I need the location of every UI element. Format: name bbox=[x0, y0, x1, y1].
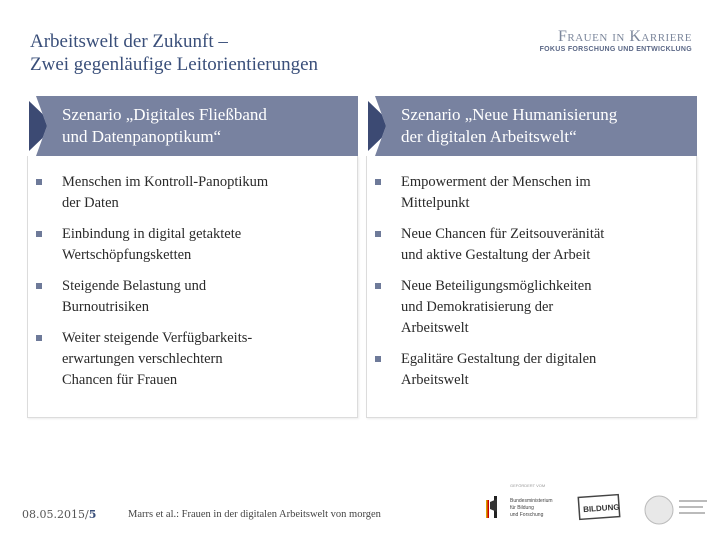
scenario-left-title-1: Szenario „Digitales Fließband bbox=[62, 105, 267, 124]
bmbf-text-1: Bundesministerium bbox=[510, 498, 553, 504]
list-item-text: Burnoutrisiken bbox=[62, 299, 149, 315]
bildung-logo bbox=[578, 495, 620, 520]
scenario-left-header bbox=[27, 96, 358, 156]
scenario-right-list bbox=[375, 172, 688, 391]
list-item-text: der Daten bbox=[62, 195, 119, 211]
logo-text-mark bbox=[679, 506, 703, 508]
scenario-right-list-box bbox=[366, 156, 697, 418]
scenario-right-header bbox=[366, 96, 697, 156]
footer-date bbox=[22, 508, 96, 521]
list-item-text: Arbeitswelt bbox=[401, 372, 469, 388]
list-item-text: und Demokratisierung der bbox=[401, 299, 554, 315]
brand-logo bbox=[540, 28, 692, 53]
bullet-icon bbox=[375, 179, 381, 185]
list-item-text: Menschen im Kontroll-Panoptikum bbox=[62, 174, 269, 190]
list-item-text: Steigende Belastung und bbox=[62, 278, 207, 294]
list-item-text: erwartungen verschlechtern bbox=[62, 351, 223, 367]
date-text: 08.05.2015/ bbox=[22, 508, 89, 521]
title-line-2: Zwei gegenläufige Leitorientierungen bbox=[30, 54, 319, 75]
bullet-icon bbox=[36, 335, 42, 341]
scenario-right-title-2: der digitalen Arbeitswelt“ bbox=[401, 127, 577, 146]
sponsor-label: GEFÖRDERT VOM bbox=[510, 483, 546, 488]
logo-text-mark bbox=[679, 512, 705, 514]
bullet-icon bbox=[375, 283, 381, 289]
list-item bbox=[36, 224, 349, 266]
list-item-text: Wertschöpfungsketten bbox=[62, 247, 192, 263]
scenario-left-list-box bbox=[27, 156, 358, 418]
eagle-icon bbox=[486, 496, 497, 518]
list-item-text: Neue Chancen für Zeitsouveränität bbox=[401, 226, 605, 242]
footer-citation: Marrs et al.: Frauen in der digitalen Arbeitswelt von morgen bbox=[128, 509, 381, 520]
brand-subtitle: FOKUS FORSCHUNG UND ENTWICKLUNG bbox=[539, 46, 692, 53]
logo-text-mark bbox=[679, 500, 707, 502]
list-item bbox=[375, 172, 688, 214]
bmbf-text-3: und Forschung bbox=[510, 512, 544, 518]
bullet-icon bbox=[36, 179, 42, 185]
list-item-text: Weiter steigende Verfügbarkeits- bbox=[62, 330, 253, 346]
list-item-text: Einbindung in digital getaktete bbox=[62, 226, 242, 242]
list-item-text: Egalitäre Gestaltung der digitalen bbox=[401, 351, 597, 367]
page-title bbox=[30, 30, 470, 76]
list-item bbox=[375, 349, 688, 391]
list-item-text: Arbeitswelt bbox=[401, 320, 469, 336]
page-number: 5 bbox=[88, 508, 97, 521]
title-line-1: Arbeitswelt der Zukunft – bbox=[30, 31, 228, 52]
list-item-text: Empowerment der Menschen im bbox=[401, 174, 591, 190]
list-item bbox=[36, 172, 349, 214]
chevron-right-icon bbox=[366, 96, 386, 156]
scenario-right bbox=[366, 96, 697, 418]
list-item bbox=[36, 328, 349, 391]
bullet-icon bbox=[375, 356, 381, 362]
scenario-left-list bbox=[36, 172, 349, 391]
list-item bbox=[375, 224, 688, 266]
sponsor-logos bbox=[484, 490, 714, 530]
brand-name: Frauen in Karriere bbox=[557, 28, 692, 45]
bildung-text: BILDUNG bbox=[582, 502, 620, 515]
bullet-icon bbox=[36, 283, 42, 289]
list-item-text: Neue Beteiligungsmöglichkeiten bbox=[401, 278, 592, 294]
list-item-text: Mittelpunkt bbox=[401, 195, 470, 211]
list-item bbox=[375, 276, 688, 339]
bullet-icon bbox=[36, 231, 42, 237]
list-item-text: und aktive Gestaltung der Arbeit bbox=[401, 247, 591, 263]
esf-logo bbox=[645, 496, 673, 524]
bullet-icon bbox=[375, 231, 381, 237]
chevron-right-icon bbox=[27, 96, 47, 156]
scenario-left-title-2: und Datenpanoptikum“ bbox=[62, 127, 222, 146]
scenario-right-title-1: Szenario „Neue Humanisierung bbox=[401, 105, 618, 124]
list-item bbox=[36, 276, 349, 318]
bmbf-text-2: für Bildung bbox=[510, 505, 534, 511]
list-item-text: Chancen für Frauen bbox=[62, 372, 178, 388]
scenario-left bbox=[27, 96, 358, 418]
